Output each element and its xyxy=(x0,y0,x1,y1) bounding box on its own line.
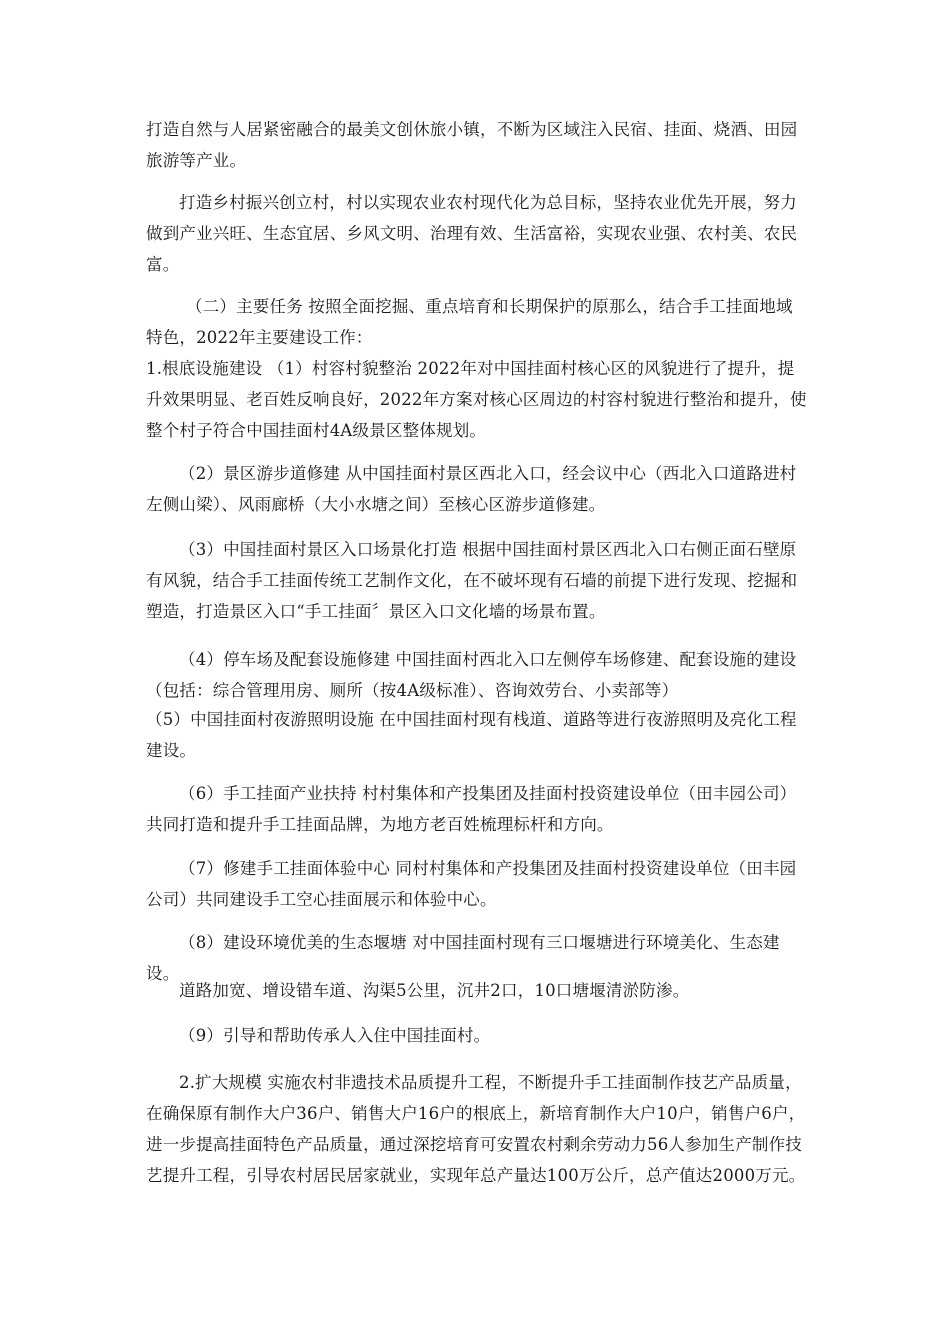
paragraph-infrastructure: 1.根底设施建设 （1）村容村貌整治 2022年对中国挂面村核心区的风貌进行了提升，提升效果明显、老百姓反响良好，2022年方案对核心区周边的村容村貌进行整治和提升，使整个村子符合中国挂面村4A级景区整体规划。 xyxy=(146,359,807,440)
paragraph-inheritors: （9）引导和帮助传承人入住中国挂面村。 xyxy=(179,1026,491,1045)
paragraph-industry-support: （6）手工挂面产业扶持 村村集体和产投集团及挂面村投资建设单位（田丰园公司）共同打造和提升手工挂面品牌，为地方老百姓梳理标杆和方向。 xyxy=(146,784,797,834)
paragraph-road-widening: 道路加宽、增设错车道、沟渠5公里，沉井2口，10口塘堰清淤防渗。 xyxy=(179,981,690,1000)
paragraph-tourism-town: 打造自然与人居紧密融合的最美文创休旅小镇，不断为区域注入民宿、挂面、烧酒、田园旅游等产业。 xyxy=(146,120,798,170)
paragraph-entrance-scene: （3）中国挂面村景区入口场景化打造 根据中国挂面村景区西北入口右侧正面石壁原有风貌，结合手工挂面传统工艺制作文化，在不破坏现有石墙的前提下进行发现、挖掘和塑造，打造景区入口“手工挂面〞景区入口文化墙的场景布置。 xyxy=(146,540,798,621)
paragraph-walkway: （2）景区游步道修建 从中国挂面村景区西北入口，经会议中心（西北入口道路进村左侧山梁）、风雨廊桥（大小水塘之间）至核心区游步道修建。 xyxy=(146,464,797,514)
paragraph-main-tasks: （二）主要任务 按照全面挖掘、重点培育和长期保护的原那么，结合手工挂面地域特色，2022年主要建设工作： xyxy=(146,297,793,347)
paragraph-expand-scale: 2.扩大规模 实施农村非遗技术品质提升工程，不断提升手工挂面制作技艺产品质量，在确保原有制作大户36户、销售大户16户的根底上，新培育制作大户10户，销售户6户，进一步提高挂面特色产品质量，通过深挖培育可安置农村剩余劳动力56人参加生产制作技艺提升工程，引导农村居民居家就业，实现年总产量达100万公斤，总产值达2000万元。 xyxy=(146,1073,806,1185)
paragraph-experience-center: （7）修建手工挂面体验中心 同村村集体和产投集团及挂面村投资建设单位（田丰园公司）共同建设手工空心挂面展示和体验中心。 xyxy=(146,859,797,909)
paragraph-night-lighting: （5）中国挂面村夜游照明设施 在中国挂面村现有栈道、道路等进行夜游照明及亮化工程建设。 xyxy=(146,710,797,760)
paragraph-ecological-pond: （8）建设环境优美的生态堰塘 对中国挂面村现有三口堰塘进行环境美化、生态建设。 xyxy=(146,933,780,983)
paragraph-parking: （4）停车场及配套设施修建 中国挂面村西北入口左侧停车场修建、配套设施的建设（包括：综合管理用房、厕所（按4A级标准）、咨询效劳台、小卖部等） xyxy=(146,650,797,700)
paragraph-rural-revitalization: 打造乡村振兴创立村，村以实现农业农村现代化为总目标，坚持农业优先开展，努力做到产业兴旺、生态宜居、乡风文明、治理有效、生活富裕，实现农业强、农村美、农民富。 xyxy=(146,193,798,274)
